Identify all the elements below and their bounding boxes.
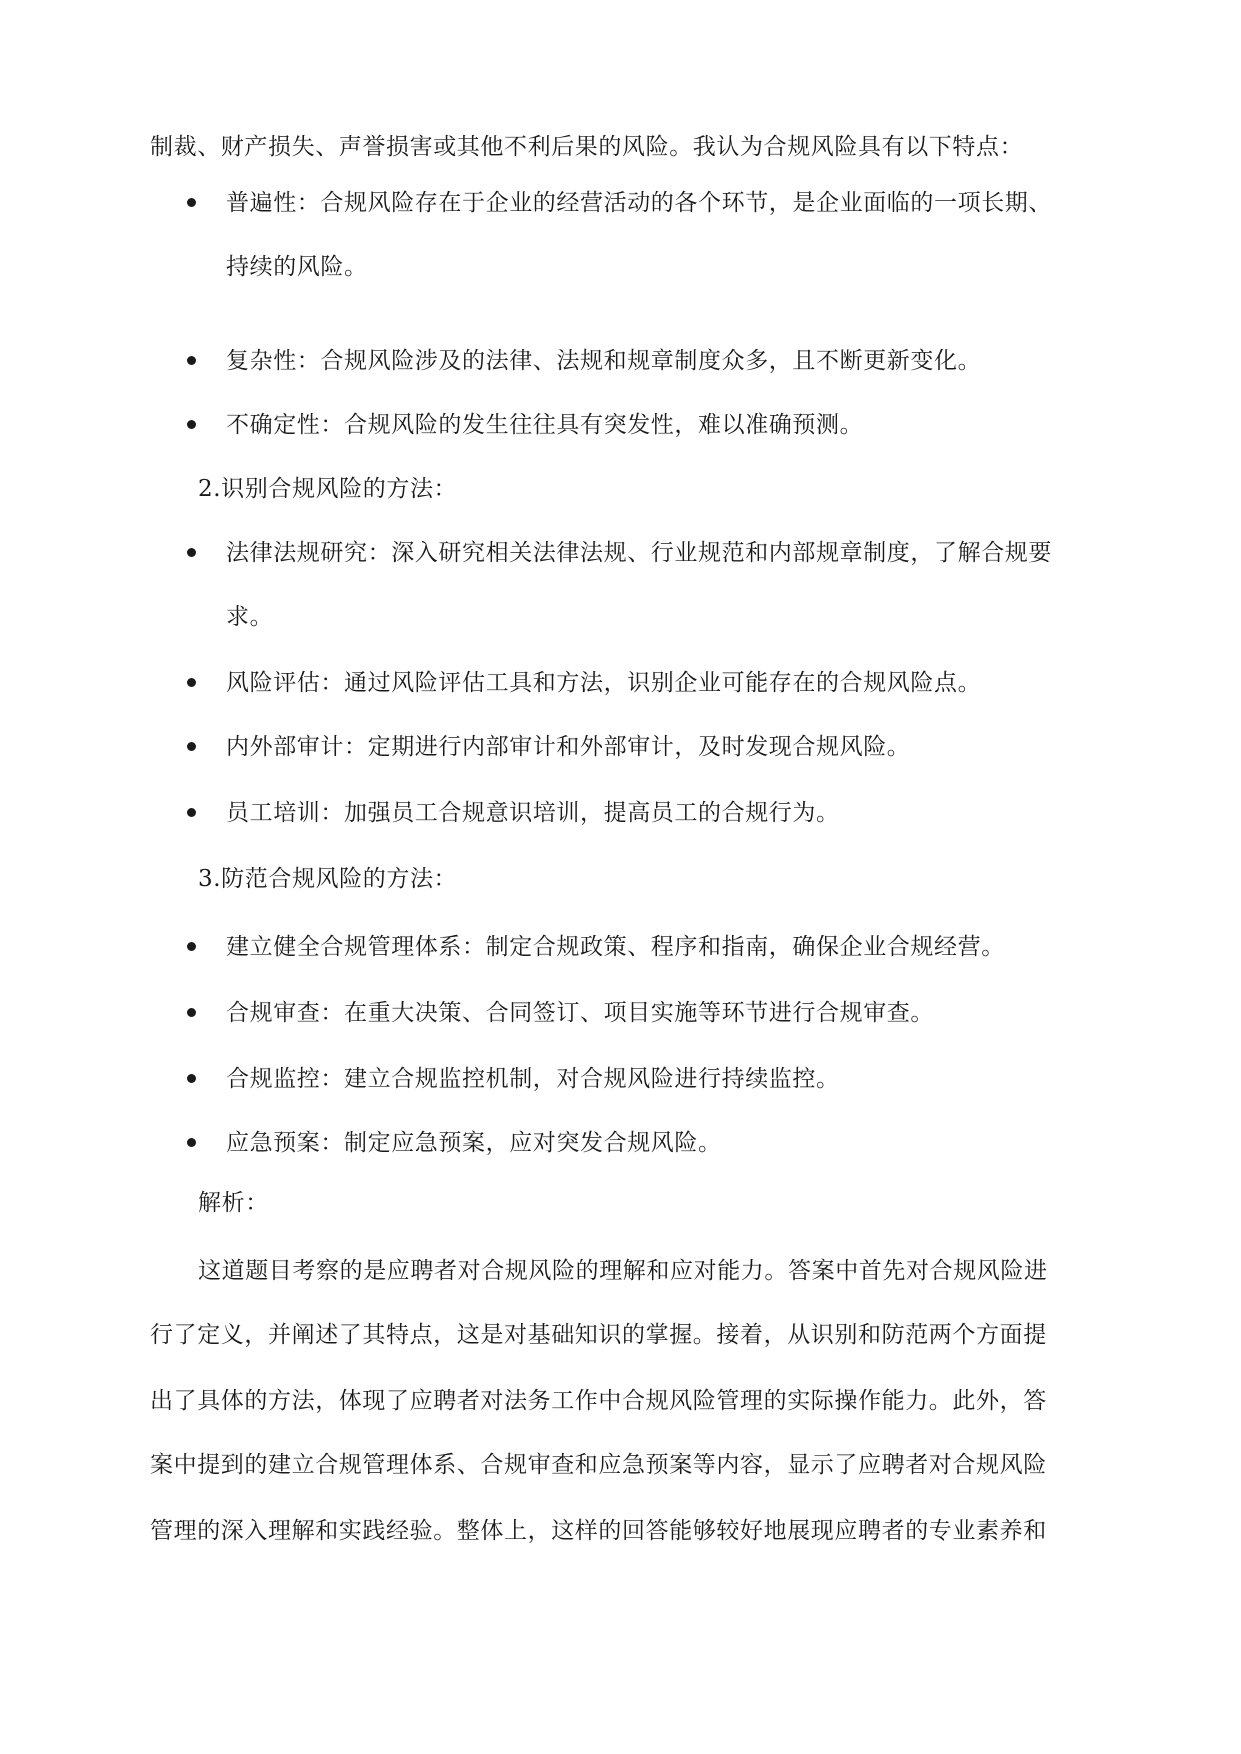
bullet-icon <box>187 742 196 751</box>
analysis-line-3: 出了具体的方法，体现了应聘者对法务工作中合规风险管理的实际操作能力。此外，答 <box>150 1388 1047 1414</box>
bullet-icon <box>187 1008 196 1017</box>
analysis-label: 解析： <box>198 1190 269 1216</box>
prevent-item-3: 合规监控：建立合规监控机制，对合规风险进行持续监控。 <box>226 1066 840 1092</box>
bullet-icon <box>187 942 196 951</box>
feature-item-2: 复杂性：合规风险涉及的法律、法规和规章制度众多，且不断更新变化。 <box>226 348 982 374</box>
identify-item-2: 风险评估：通过风险评估工具和方法，识别企业可能存在的合规风险点。 <box>226 670 982 696</box>
section2-heading: 2.识别合规风险的方法： <box>198 476 458 502</box>
bullet-icon <box>187 1138 196 1147</box>
bullet-icon <box>187 198 196 207</box>
identify-item-4: 员工培训：加强员工合规意识培训，提高员工的合规行为。 <box>226 800 840 826</box>
section3-heading: 3.防范合规风险的方法： <box>198 866 458 892</box>
bullet-icon <box>187 356 196 365</box>
intro-line: 制裁、财产损失、声誉损害或其他不利后果的风险。我认为合规风险具有以下特点： <box>150 134 1024 160</box>
feature-item-1-line1: 普遍性：合规风险存在于企业的经营活动的各个环节，是企业面临的一项长期、 <box>226 190 1052 216</box>
analysis-line-2: 行了定义，并阐述了其特点，这是对基础知识的掌握。接着，从识别和防范两个方面提 <box>150 1322 1047 1348</box>
bullet-icon <box>187 808 196 817</box>
identify-item-1-line1: 法律法规研究：深入研究相关法律法规、行业规范和内部规章制度，了解合规要 <box>226 540 1052 566</box>
feature-item-3: 不确定性：合规风险的发生往往具有突发性，难以准确预测。 <box>226 412 864 438</box>
prevent-item-1: 建立健全合规管理体系：制定合规政策、程序和指南，确保企业合规经营。 <box>226 934 1005 960</box>
bullet-icon <box>187 678 196 687</box>
analysis-line-5: 管理的深入理解和实践经验。整体上，这样的回答能够较好地展现应聘者的专业素养和 <box>150 1518 1047 1544</box>
feature-item-1-line2: 持续的风险。 <box>226 254 368 280</box>
bullet-icon <box>187 548 196 557</box>
identify-item-1-line2: 求。 <box>226 604 274 630</box>
bullet-icon <box>187 1074 196 1083</box>
analysis-line-4: 案中提到的建立合规管理体系、合规审查和应急预案等内容，显示了应聘者对合规风险 <box>150 1452 1047 1478</box>
bullet-icon <box>187 420 196 429</box>
analysis-line-1: 这道题目考察的是应聘者对合规风险的理解和应对能力。答案中首先对合规风险进 <box>198 1258 1048 1284</box>
identify-item-3: 内外部审计：定期进行内部审计和外部审计，及时发现合规风险。 <box>226 734 911 760</box>
prevent-item-2: 合规审查：在重大决策、合同签订、项目实施等环节进行合规审查。 <box>226 1000 934 1026</box>
prevent-item-4: 应急预案：制定应急预案，应对突发合规风险。 <box>226 1130 722 1156</box>
